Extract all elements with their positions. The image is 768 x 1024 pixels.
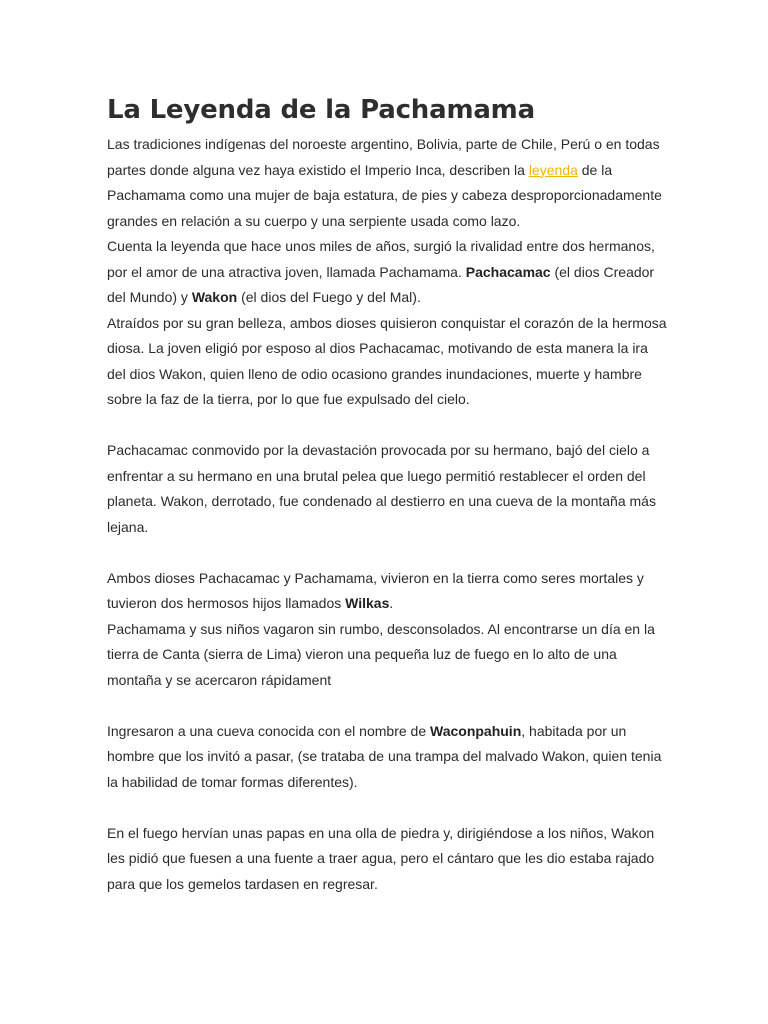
paragraph-7 — [107, 719, 668, 796]
paragraph-2-text-2: (el dios Creador del Mundo) y — [107, 263, 655, 305]
leyenda-link[interactable]: leyenda — [528, 161, 578, 178]
bold-waconpahuin: Waconpahuin — [430, 722, 522, 739]
paragraph-spacer — [107, 693, 668, 719]
paragraph-6: Pachamama y sus niños vagaron sin rumbo, desconsolados. Al encontrarse un día en la tierra de Canta (sierra de Lima) vieron una pequeña luz de fuego en lo alto de una montaña y se acercaron rápidament — [107, 620, 655, 688]
paragraph-5 — [107, 566, 668, 617]
paragraph-4: Pachacamac conmovido por la devastación provocada por su hermano, bajó del cielo a enfrentar a su hermano en una brutal pelea que luego permitió restablecer el orden del planeta. Wakon, derrotado, fue condenado al destierro en una cueva de la montaña más lejana. — [107, 442, 656, 535]
bold-wilkas: Wilkas — [345, 595, 390, 611]
paragraph-1 — [107, 132, 668, 234]
paragraph-2 — [107, 234, 668, 311]
page-title: La Leyenda de la Pachamama — [107, 95, 535, 125]
paragraph-7-text-2: , habitada por un hombre que los invitó a pasar, (se trataba de una trampa del malvado Wakon, quien tenia la habilidad de tomar formas diferentes). — [107, 722, 662, 790]
paragraph-7-text-1: Ingresaron a una cueva conocida con el nombre de — [107, 722, 430, 739]
paragraph-1-text-before-link: Las tradiciones indígenas del noroeste argentino, Bolivia, parte de Chile, Perú o en todas partes donde alguna vez haya existido el Imperio Inca, describen la — [107, 136, 660, 178]
paragraph-8: En el fuego hervían unas papas en una olla de piedra y, dirigiéndose a los niños, Wakon les pidió que fuesen a una fuente a traer agua, pero el cántaro que les dio estaba rajado para que los gemelos tardasen en regresar. — [107, 824, 655, 892]
paragraph-2-text-1: Cuenta la leyenda que hace unos miles de años, surgió la rivalidad entre dos hermanos, por el amor de una atractiva joven, llamada Pachamama. — [107, 238, 655, 280]
paragraph-5-text-1: Ambos dioses Pachacamac y Pachamama, vivieron en la tierra como seres mortales y tuvieron dos hermosos hijos llamados — [107, 569, 644, 611]
paragraph-spacer — [107, 795, 668, 821]
paragraph-spacer — [107, 413, 668, 439]
paragraph-1-text-after-link: de la Pachamama como una mujer de baja estatura, de pies y cabeza desproporcionadamente grandes en relación a su cuerpo y una serpiente usada como lazo. — [107, 161, 662, 229]
bold-pachacamac: Pachacamac — [465, 263, 551, 280]
paragraph-5-text-2: . — [389, 595, 394, 611]
paragraph-3: Atraídos por su gran belleza, ambos dioses quisieron conquistar el corazón de la hermosa diosa. La joven eligió por esposo al dios Pachacamac, motivando de esta manera la ira del dios Wakon, quien lleno de odio ocasiono grandes inundaciones, muerte y hambre sobre la faz de la tierra, por lo que fue expulsado del cielo. — [107, 314, 667, 407]
paragraph-spacer — [107, 540, 668, 566]
paragraph-2-text-3: (el dios del Fuego y del Mal). — [237, 289, 421, 305]
bold-wakon: Wakon — [191, 289, 238, 305]
